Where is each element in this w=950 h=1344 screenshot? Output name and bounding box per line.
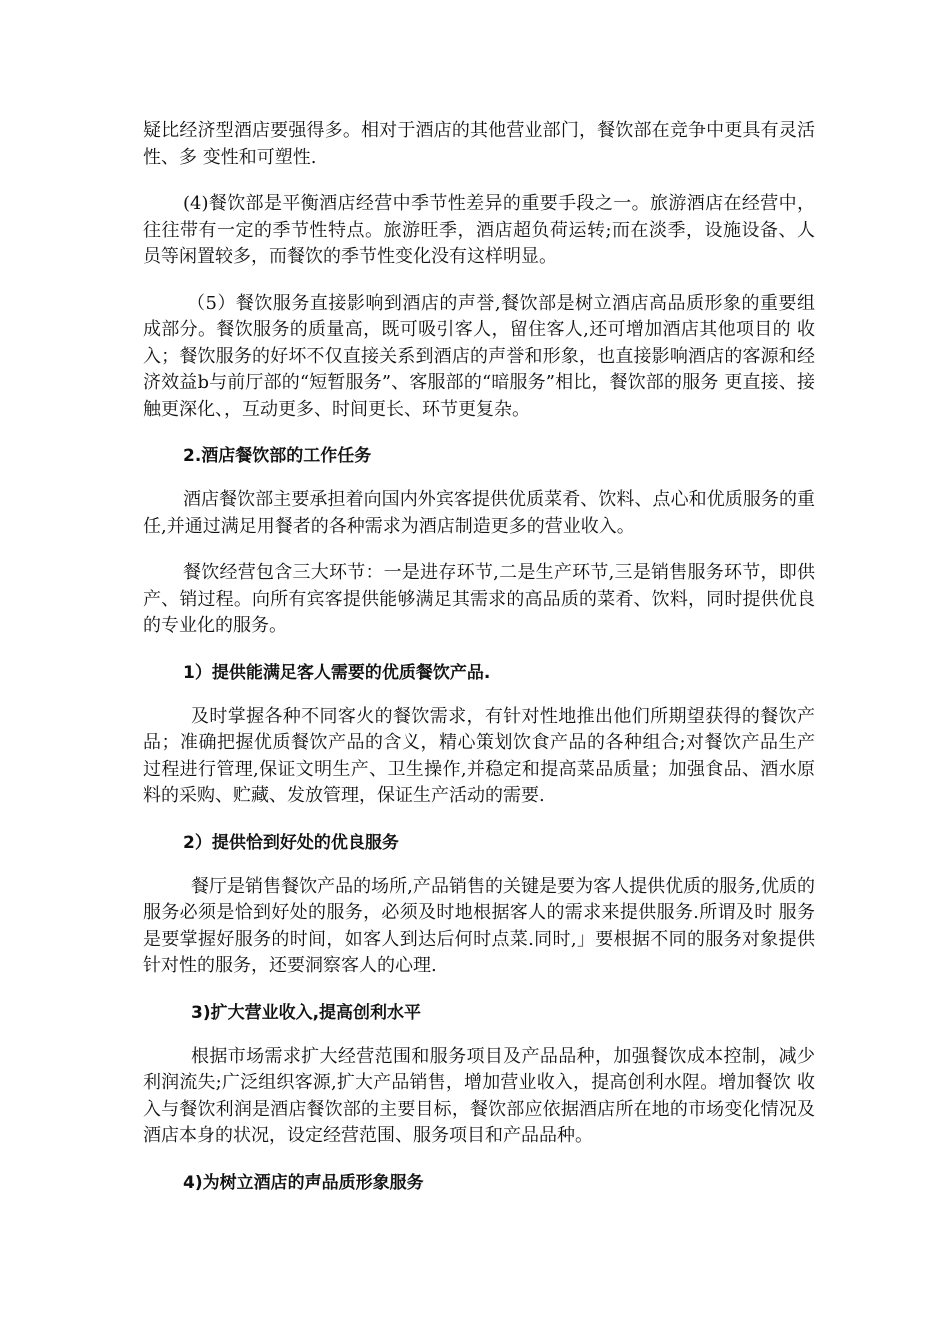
paragraph: 餐厅是销售餐饮产品的场所,产品销售的关键是要为客人提供优质的服务,优质的服务必须是恰到好处的服务，必须及时地根据客人的需求来提供服务.所谓及时 服务是要掌握好服务的时间，如客人到达后何时点菜.同时,」要根据不同的服务对象提供针对性的服务，还要洞察客人的心理.: [143, 875, 815, 976]
paragraph: 根据市场需求扩大经营范围和服务项目及产品品种，加强餐饮成本控制，减少利润流失;广泛组织客源,扩大产品销售，增加营业收入，提高创利水陧。增加餐饮 收入与餐饮利润是酒店餐饮部的主要目标，餐饮部应依据酒店所在地的市场变化情况及酒店本身的状况，设定经营范围、服务项目和产品品种。: [143, 1045, 815, 1146]
subsection-heading: 1）提供能满足客人需要的优质餐饮产品.: [183, 662, 491, 683]
paragraph: (4)餐饮部是平衡酒店经营中季节性差异的重要手段之一。旅游酒店在经营中，往往带有一定的季节性特点。旅游旺季，酒店超负荷运转;而在淡季，设施设备、人员等闲置较多，而餐饮的季节性变化没有这样明显。: [143, 193, 815, 267]
paragraph: 酒店餐饮部主要承担着向国内外宾客提供优质菜肴、饮料、点心和优质服务的重任,并通过满足用餐者的各种需求为酒店制造更多的营业收入。: [143, 489, 815, 537]
paragraph: （5）餐饮服务直接影响到酒店的声誉,餐饮部是树立酒店高品质形象的重要组成部分。餐饮服务的质量高，既可吸引客人，留住客人,还可增加酒店其他项目的 收入；餐饮服务的好坏不仅直接关系到酒店的声誉和形象，也直接影响酒店的客源和经济效益b与前厅部的“短暂服务”、客服部的“暗服务”相比，餐饮部的服务 更直接、接触更深化、，互动更多、时间更长、环节更复杂。: [143, 292, 815, 420]
document-body: [143, 118, 815, 1196]
paragraph: 及时掌握各种不同客火的餐饮需求，有针对性地推出他们所期望获得的餐饮产品；准确把握优质餐饮产品的含义，精心策划饮食产品的各种组合;对餐饮产品生产 过程进行管理,保证文明生产、卫生操作,并稳定和提高菜品质量；加强食品、酒水原料的采购、贮藏、发放管理，保证生产活动的需要.: [143, 705, 815, 806]
section-heading: 2.酒店餐饮部的工作任务: [183, 446, 372, 466]
subsection-heading: 3)扩大营业收入,提高创利水平: [191, 1002, 422, 1023]
subsection-heading: 4)为树立酒店的声品质形象服务: [183, 1172, 424, 1193]
paragraph: 疑比经济型酒店要强得多。相对于酒店的其他营业部门，餐饮部在竞争中更具有灵活性、多 变性和可塑性.: [143, 120, 815, 168]
subsection-heading: 2）提供恰到好处的优良服务: [183, 832, 399, 853]
paragraph: 餐饮经营包含三大环节：一是进存环节,二是生产环节,三是销售服务环节，即供产、销过程。向所有宾客提供能够满足其需求的高品质的菜肴、饮料，同时提供优良的专业化的服务。: [143, 562, 815, 636]
